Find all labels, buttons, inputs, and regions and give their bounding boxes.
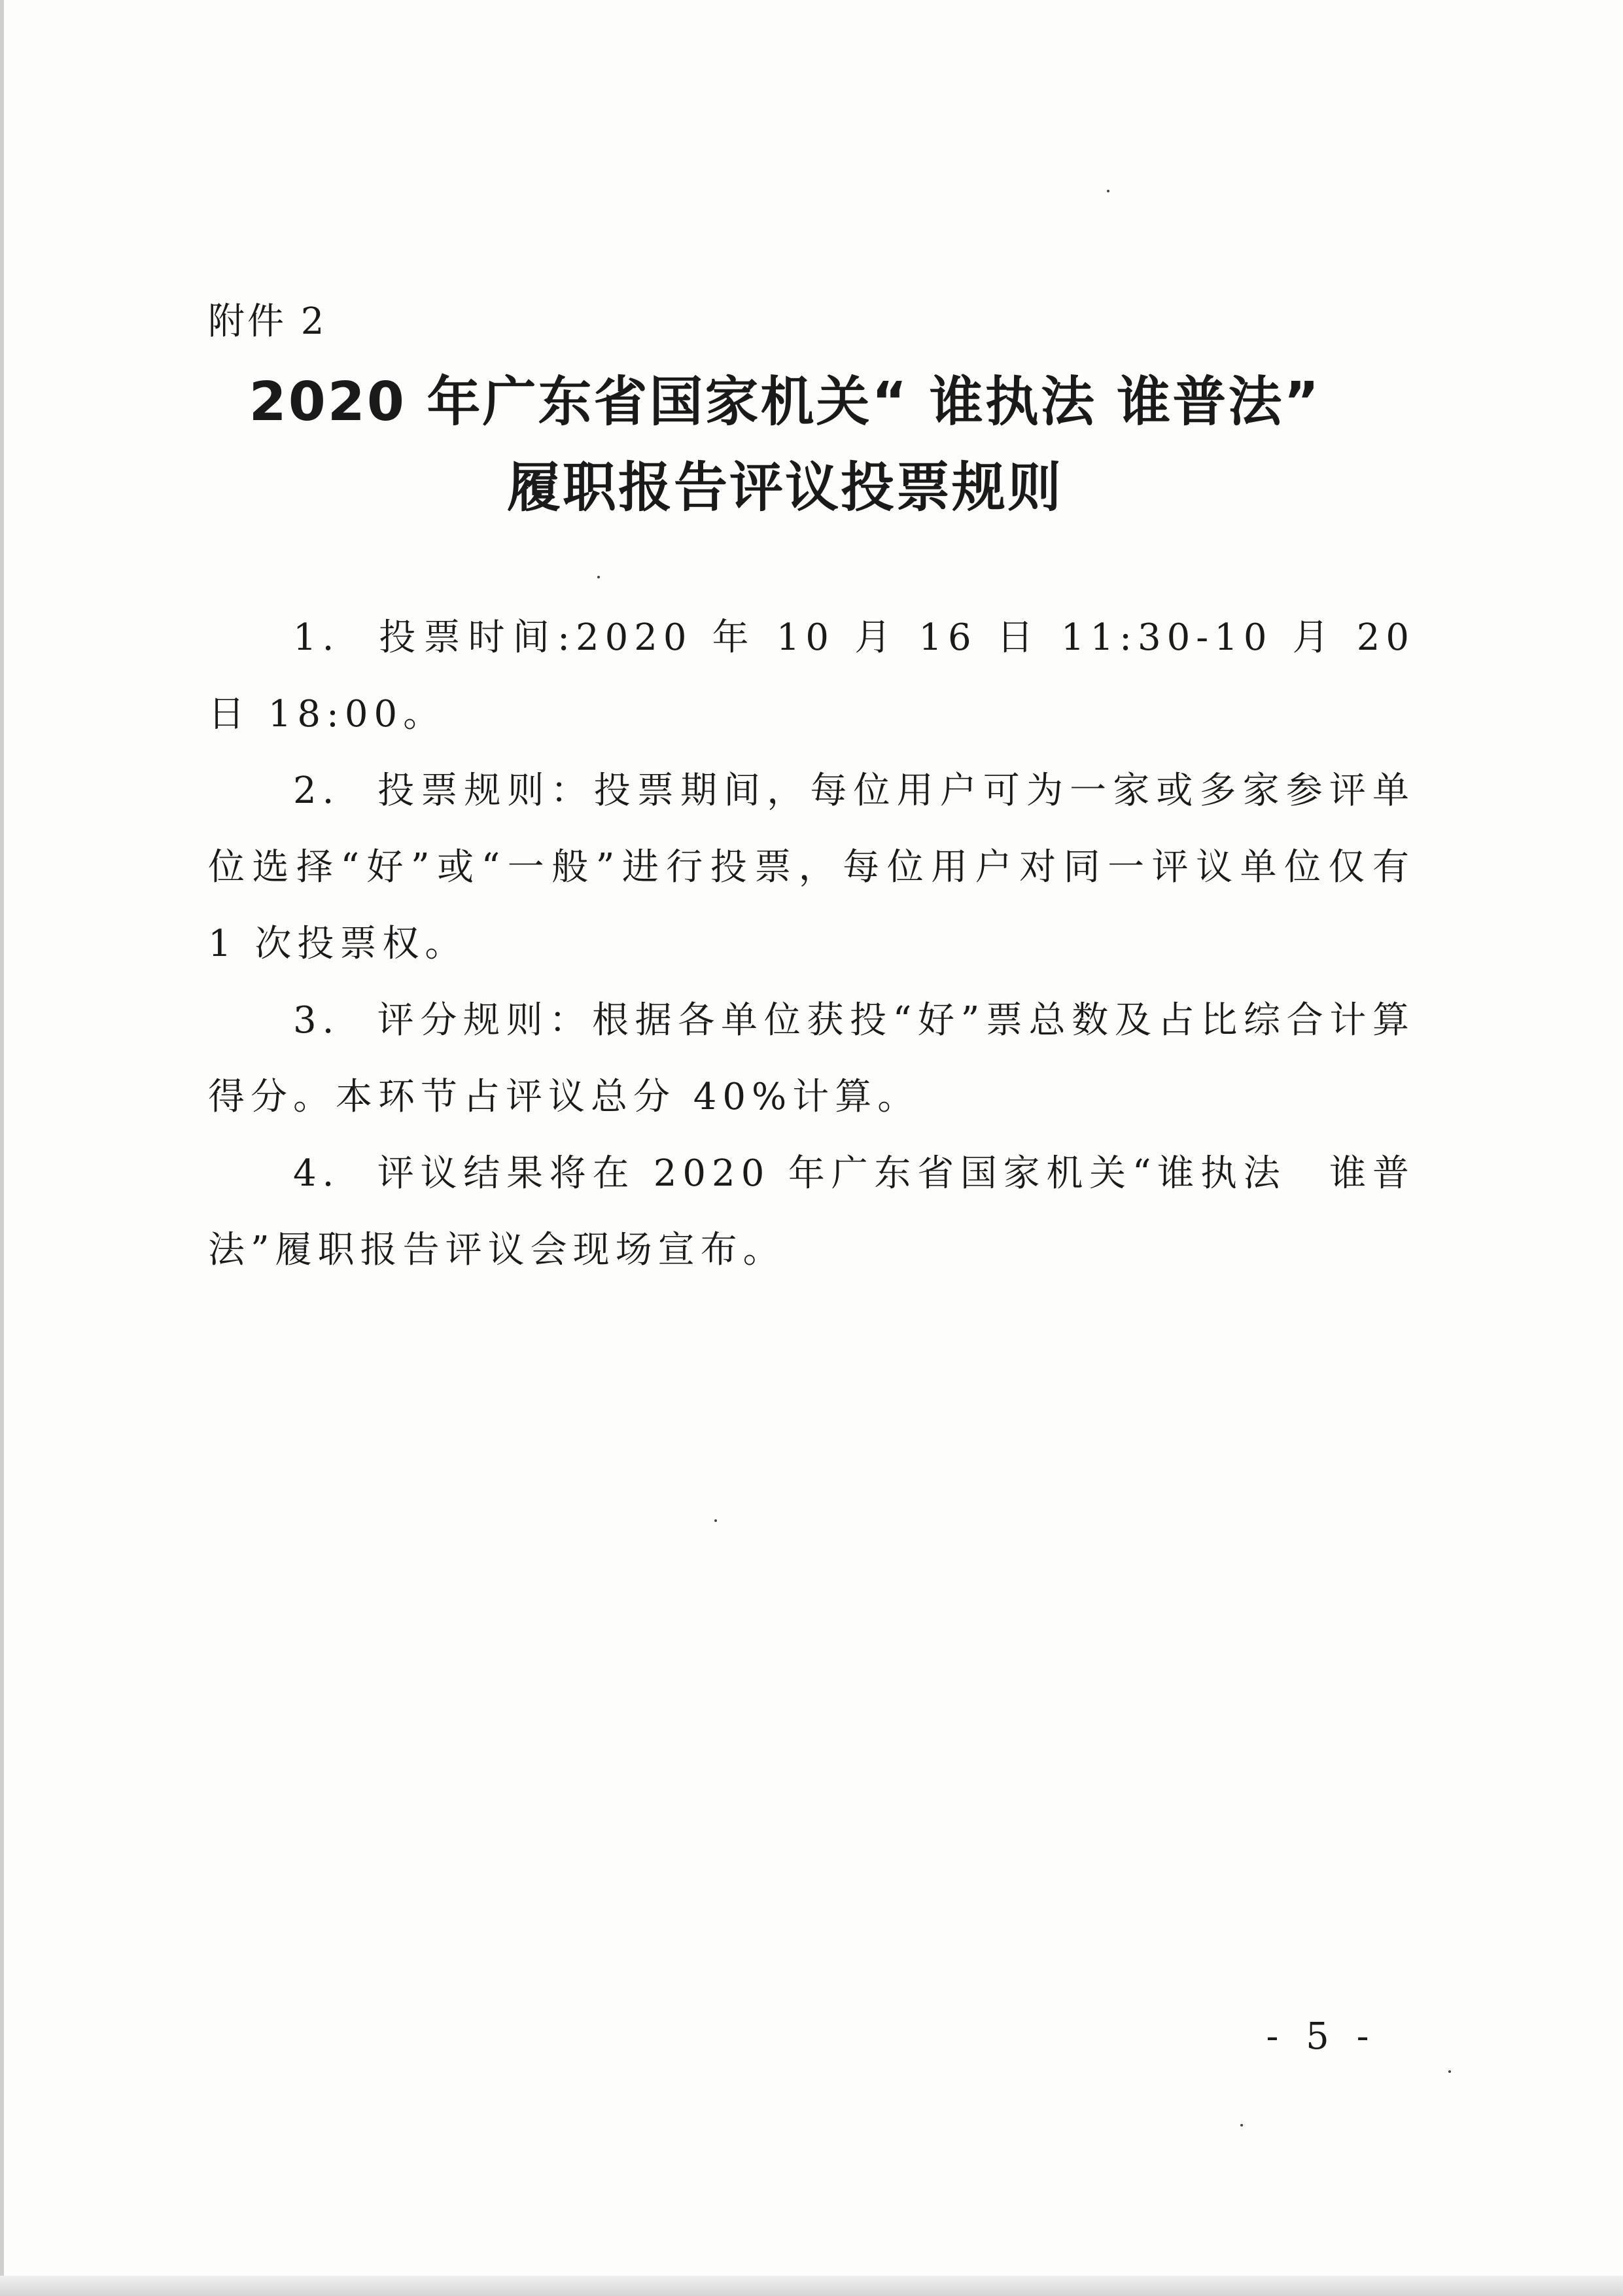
rule-paragraph-4 — [208, 1135, 1415, 1288]
document-title-line-2: 履职报告评议投票规则 — [506, 457, 1063, 519]
rule-number: 2. — [293, 769, 340, 812]
rule-text: 投票规则：投票期间，每位用户可为一家或多家参评单位选择“好”或“一般”进行投票，每位用户对同一评议单位仅有 1 次投票权。 — [208, 769, 1415, 965]
document-title-line-1: 2020 年广东省国家机关“ 谁执法 谁普法” — [249, 371, 1321, 433]
rule-text: 投票时间:2020 年 10 月 16 日 11:30-10 月 20 日 18:00。 — [208, 616, 1416, 735]
rule-text: 评议结果将在 2020 年广东省国家机关“谁执法 谁普法”履职报告评议会现场宣布。 — [208, 1152, 1415, 1271]
page-number: - 5 - — [1266, 2015, 1377, 2058]
scan-speck — [1240, 2124, 1243, 2127]
rule-number: 4. — [293, 1152, 340, 1195]
scan-bottom-edge — [0, 2276, 1623, 2296]
rule-number: 1. — [293, 616, 340, 659]
rule-text: 评分规则：根据各单位获投“好”票总数及占比综合计算得分。本环节占评议总分 40%计算。 — [208, 999, 1415, 1118]
scan-speck — [1448, 2070, 1451, 2073]
scan-speck — [597, 576, 600, 578]
attachment-label: 附件 2 — [208, 300, 327, 343]
rule-paragraph-2 — [208, 752, 1415, 982]
scan-speck — [1107, 190, 1109, 192]
rule-paragraph-3 — [208, 982, 1415, 1135]
document-body — [208, 599, 1415, 1288]
rule-number: 3. — [293, 999, 340, 1042]
rule-paragraph-1 — [208, 599, 1415, 752]
scan-speck — [714, 1519, 717, 1522]
scan-left-edge — [0, 0, 4, 2296]
